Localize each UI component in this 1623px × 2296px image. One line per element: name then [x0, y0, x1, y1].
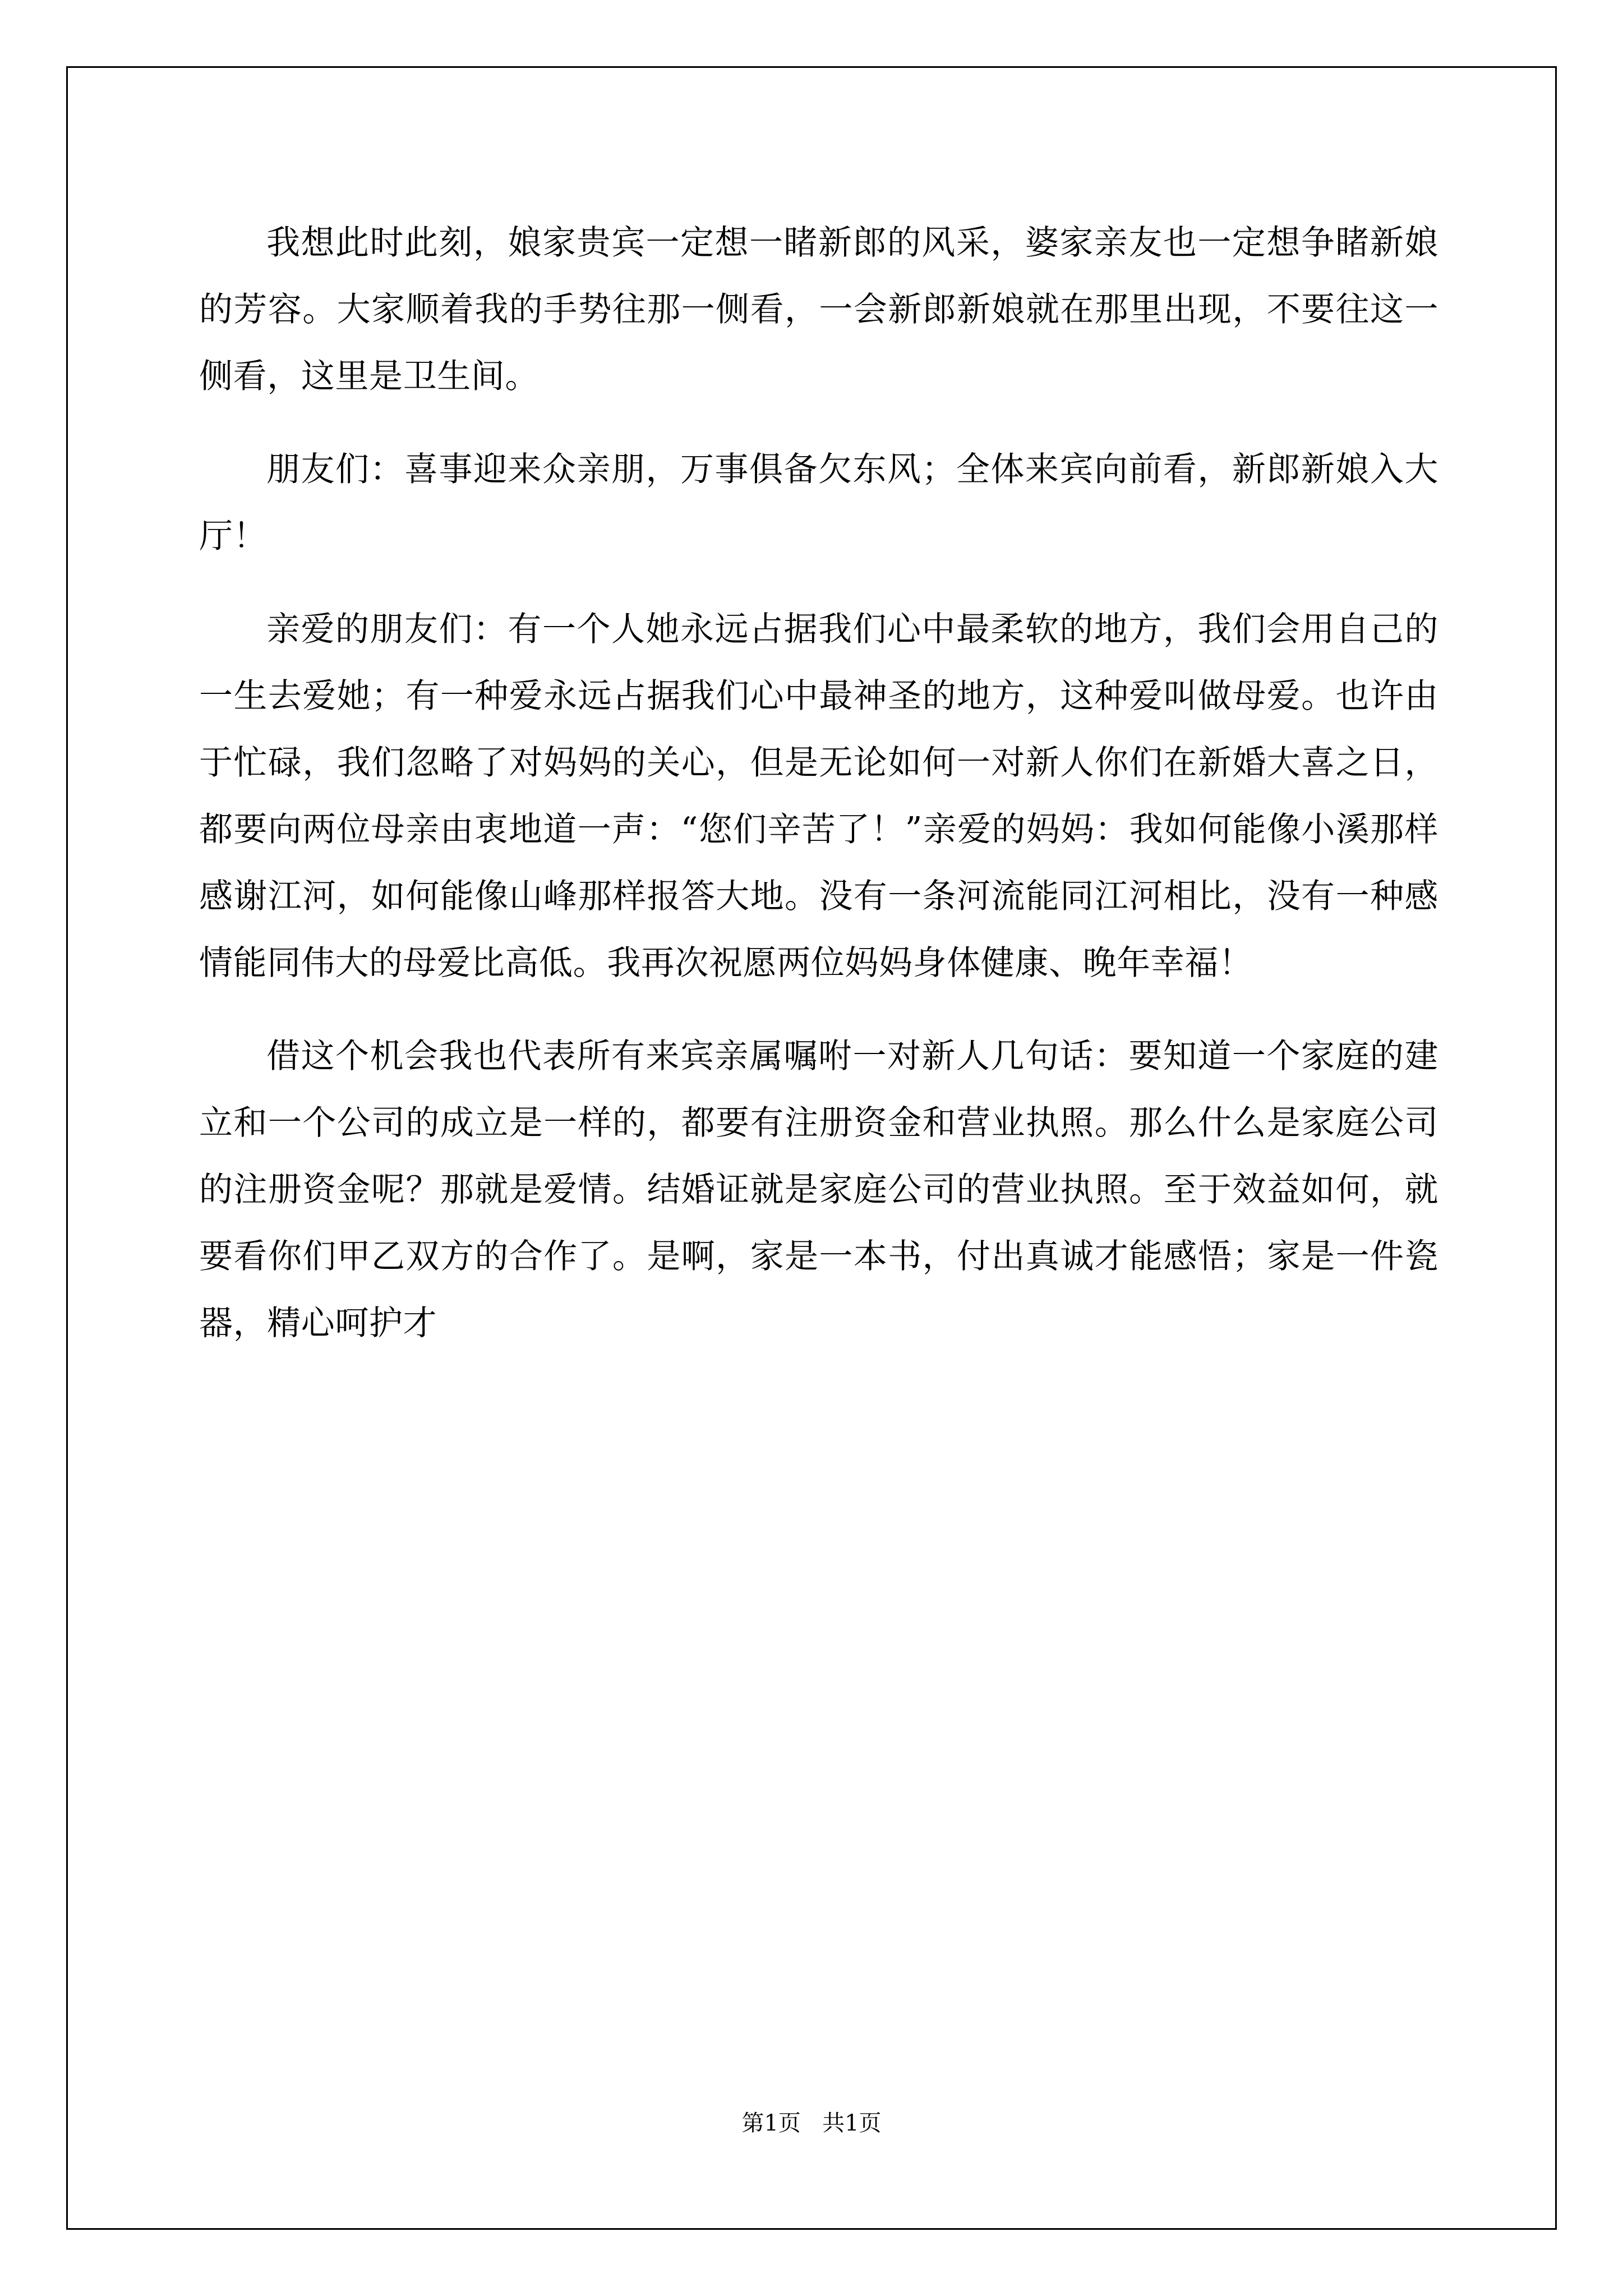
document-body	[199, 210, 1438, 1383]
paragraph-3: 亲爱的朋友们：有一个人她永远占据我们心中最柔软的地方，我们会用自己的一生去爱她；有一种爱永远占据我们心中最神圣的地方，这种爱叫做母爱。也许由于忙碌，我们忽略了对妈妈的关心，但是无论如何一对新人你们在新婚大喜之日，都要向两位母亲由衷地道一声：“您们辛苦了！”亲爱的妈妈：我如何能像小溪那样感谢江河，如何能像山峰那样报答大地。没有一条河流能同江河相比，没有一种感情能同伟大的母爱比高低。我再次祝愿两位妈妈身体健康、晚年幸福！	[199, 610, 1438, 983]
page-footer	[0, 2109, 1623, 2137]
footer-separator	[801, 2110, 822, 2136]
total-pages-label: 共1页	[822, 2110, 882, 2136]
paragraph-4: 借这个机会我也代表所有来宾亲属嘱咐一对新人几句话：要知道一个家庭的建立和一个公司的成立是一样的，都要有注册资金和营业执照。那么什么是家庭公司的注册资金呢？那就是爱情。结婚证就是家庭公司的营业执照。至于效益如何，就要看你们甲乙双方的合作了。是啊，家是一本书，付出真诚才能感悟；家是一件瓷器，精心呵护才	[199, 1037, 1438, 1343]
current-page-label: 第1页	[741, 2110, 801, 2136]
paragraph-2: 朋友们：喜事迎来众亲朋，万事俱备欠东风；全体来宾向前看，新郎新娘入大厅！	[199, 450, 1438, 556]
paragraph-1: 我想此时此刻，娘家贵宾一定想一睹新郎的风采，婆家亲友也一定想争睹新娘的芳容。大家顺着我的手势往那一侧看，一会新郎新娘就在那里出现，不要往这一侧看，这里是卫生间。	[199, 223, 1438, 396]
